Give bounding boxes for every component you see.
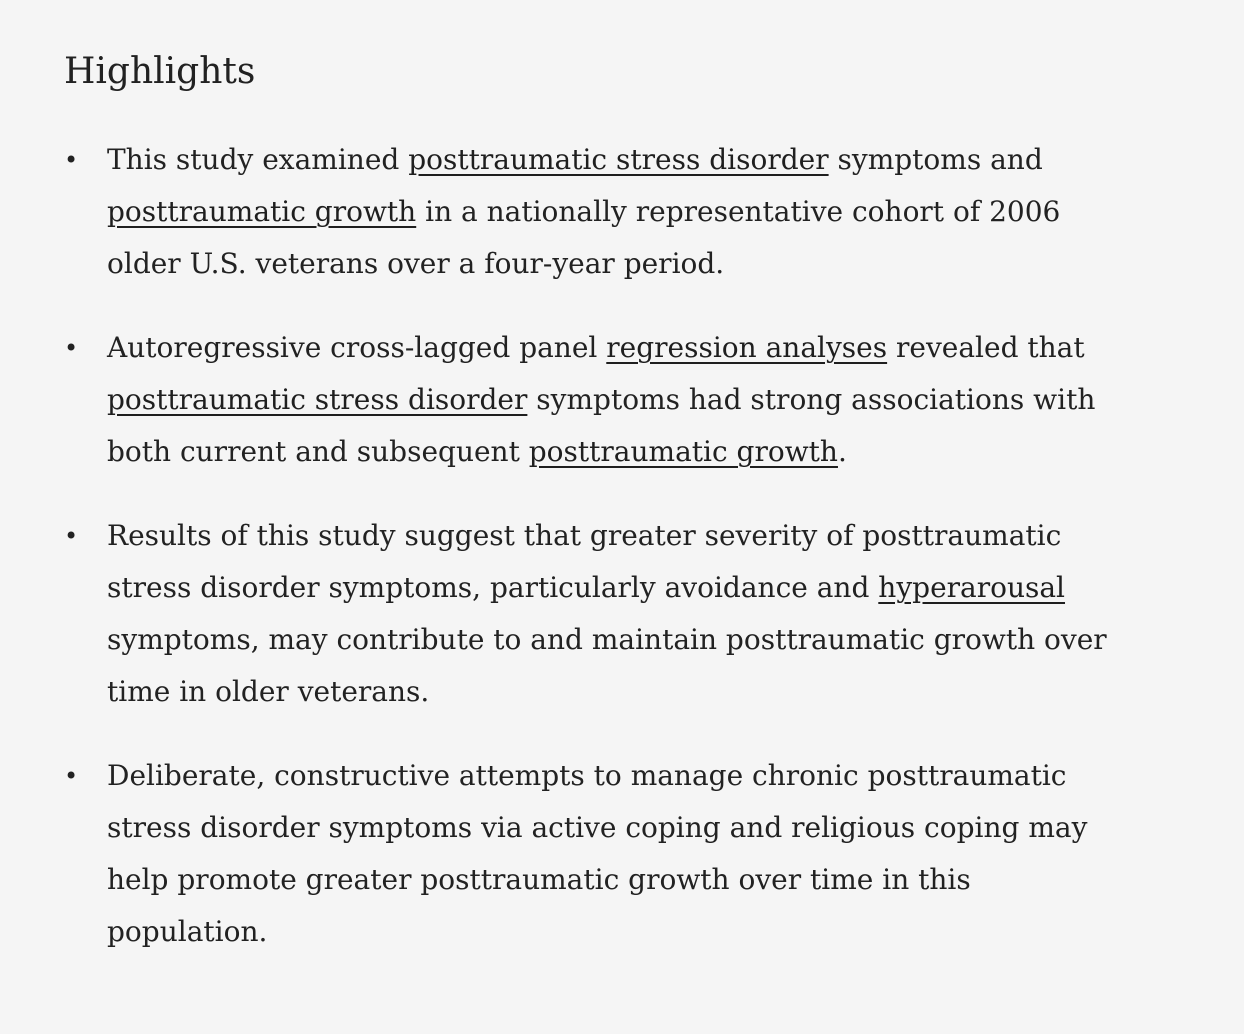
highlights-list — [64, 134, 1180, 958]
text-segment: symptoms, may contribute to and maintain posttraumatic growth over time in older veterans. — [107, 623, 1107, 708]
text-segment: revealed that — [887, 331, 1085, 364]
highlight-text — [107, 519, 1107, 708]
term-link-posttraumatic-growth[interactable]: posttraumatic growth — [528, 435, 838, 468]
term-link-hyperarousal[interactable]: hyperarousal — [878, 571, 1066, 604]
bullet-icon: • — [64, 522, 79, 550]
text-segment: Autoregressive cross-lagged panel — [107, 331, 607, 364]
highlight-item — [64, 510, 1117, 718]
bullet-icon: • — [64, 146, 79, 174]
term-link-ptsd[interactable]: posttraumatic stress disorder — [408, 143, 829, 176]
text-segment: This study examined — [107, 143, 409, 176]
text-segment: symptoms and — [828, 143, 1043, 176]
bullet-icon: • — [64, 334, 79, 362]
section-heading: Highlights — [64, 51, 256, 92]
term-link-posttraumatic-growth[interactable]: posttraumatic growth — [107, 195, 417, 228]
highlight-text — [107, 143, 1060, 280]
highlight-item — [64, 322, 1117, 478]
text-segment: . — [837, 435, 847, 468]
highlight-item — [64, 750, 1117, 958]
bullet-icon: • — [64, 762, 79, 790]
term-link-regression-analyses[interactable]: regression analyses — [606, 331, 888, 364]
text-segment: Deliberate, constructive attempts to manage chronic posttraumatic stress disorder symptoms via active coping and religious coping may help promote greater posttraumatic growth over time in this population. — [107, 759, 1088, 948]
text-segment: Results of this study suggest that greater severity of posttraumatic stress disorder symptoms, particularly avoidance and — [107, 519, 1062, 604]
highlight-item — [64, 134, 1117, 290]
text-segment: symptoms had strong associations with both current and subsequent — [107, 383, 1096, 468]
highlight-text — [107, 759, 1087, 948]
highlight-text — [107, 331, 1095, 468]
term-link-ptsd[interactable]: posttraumatic stress disorder — [107, 383, 528, 416]
text-segment: in a nationally representative cohort of 2006 older U.S. veterans over a four-year period. — [107, 195, 1061, 280]
